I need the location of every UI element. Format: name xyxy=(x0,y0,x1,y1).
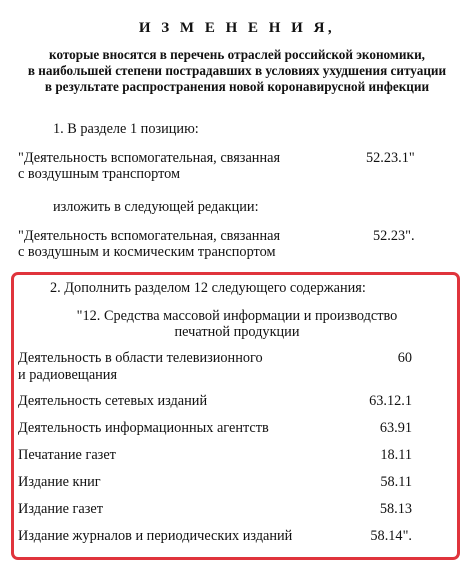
activity-code: 63.91 xyxy=(379,420,412,436)
document-title: И З М Е Н Е Н И Я, xyxy=(138,20,336,36)
activity-code: 58.14". xyxy=(370,528,412,544)
section2-heading-line-1: "12. Средства массовой информации и производство xyxy=(76,308,398,324)
section1-intro: 1. В разделе 1 позицию: xyxy=(53,121,199,137)
old-entry-code: 52.23.1" xyxy=(366,150,415,166)
new-entry-name-line-1: "Деятельность вспомогательная, связанная xyxy=(18,228,281,244)
activity-name: Деятельность в области телевизионного xyxy=(18,350,263,366)
subtitle-line-2: в наибольшей степени пострадавших в условиях ухудшения ситуации xyxy=(27,63,447,78)
activity-name: Деятельность сетевых изданий xyxy=(18,393,208,409)
activity-code: 63.12.1 xyxy=(369,393,412,409)
section2-intro: 2. Дополнить разделом 12 следующего содержания: xyxy=(50,280,366,296)
activity-code: 58.11 xyxy=(380,474,412,490)
subtitle-line-3: в результате распространения новой коронавирусной инфекции xyxy=(44,79,430,94)
old-entry-name-line-1: "Деятельность вспомогательная, связанная xyxy=(18,150,281,166)
new-entry-name-line-2: с воздушным и космическим транспортом xyxy=(18,244,276,260)
section2-heading-line-2: печатной продукции xyxy=(174,324,300,340)
activity-code: 60 xyxy=(397,350,412,366)
subtitle-line-1: которые вносятся в перечень отраслей российской экономики, xyxy=(49,47,425,62)
activity-name: Деятельность информационных агентств xyxy=(18,420,269,436)
activity-code: 18.11 xyxy=(380,447,412,463)
old-entry-name-line-2: с воздушным транспортом xyxy=(18,166,181,182)
new-entry-code: 52.23". xyxy=(373,228,415,244)
section1-instruction: изложить в следующей редакции: xyxy=(53,199,259,215)
activity-name: Издание газет xyxy=(18,501,104,517)
activity-name: и радиовещания xyxy=(18,367,118,383)
activity-name: Издание книг xyxy=(18,474,101,490)
activity-name: Печатание газет xyxy=(18,447,116,463)
activity-code: 58.13 xyxy=(379,501,412,517)
activity-name: Издание журналов и периодических изданий xyxy=(18,528,293,544)
